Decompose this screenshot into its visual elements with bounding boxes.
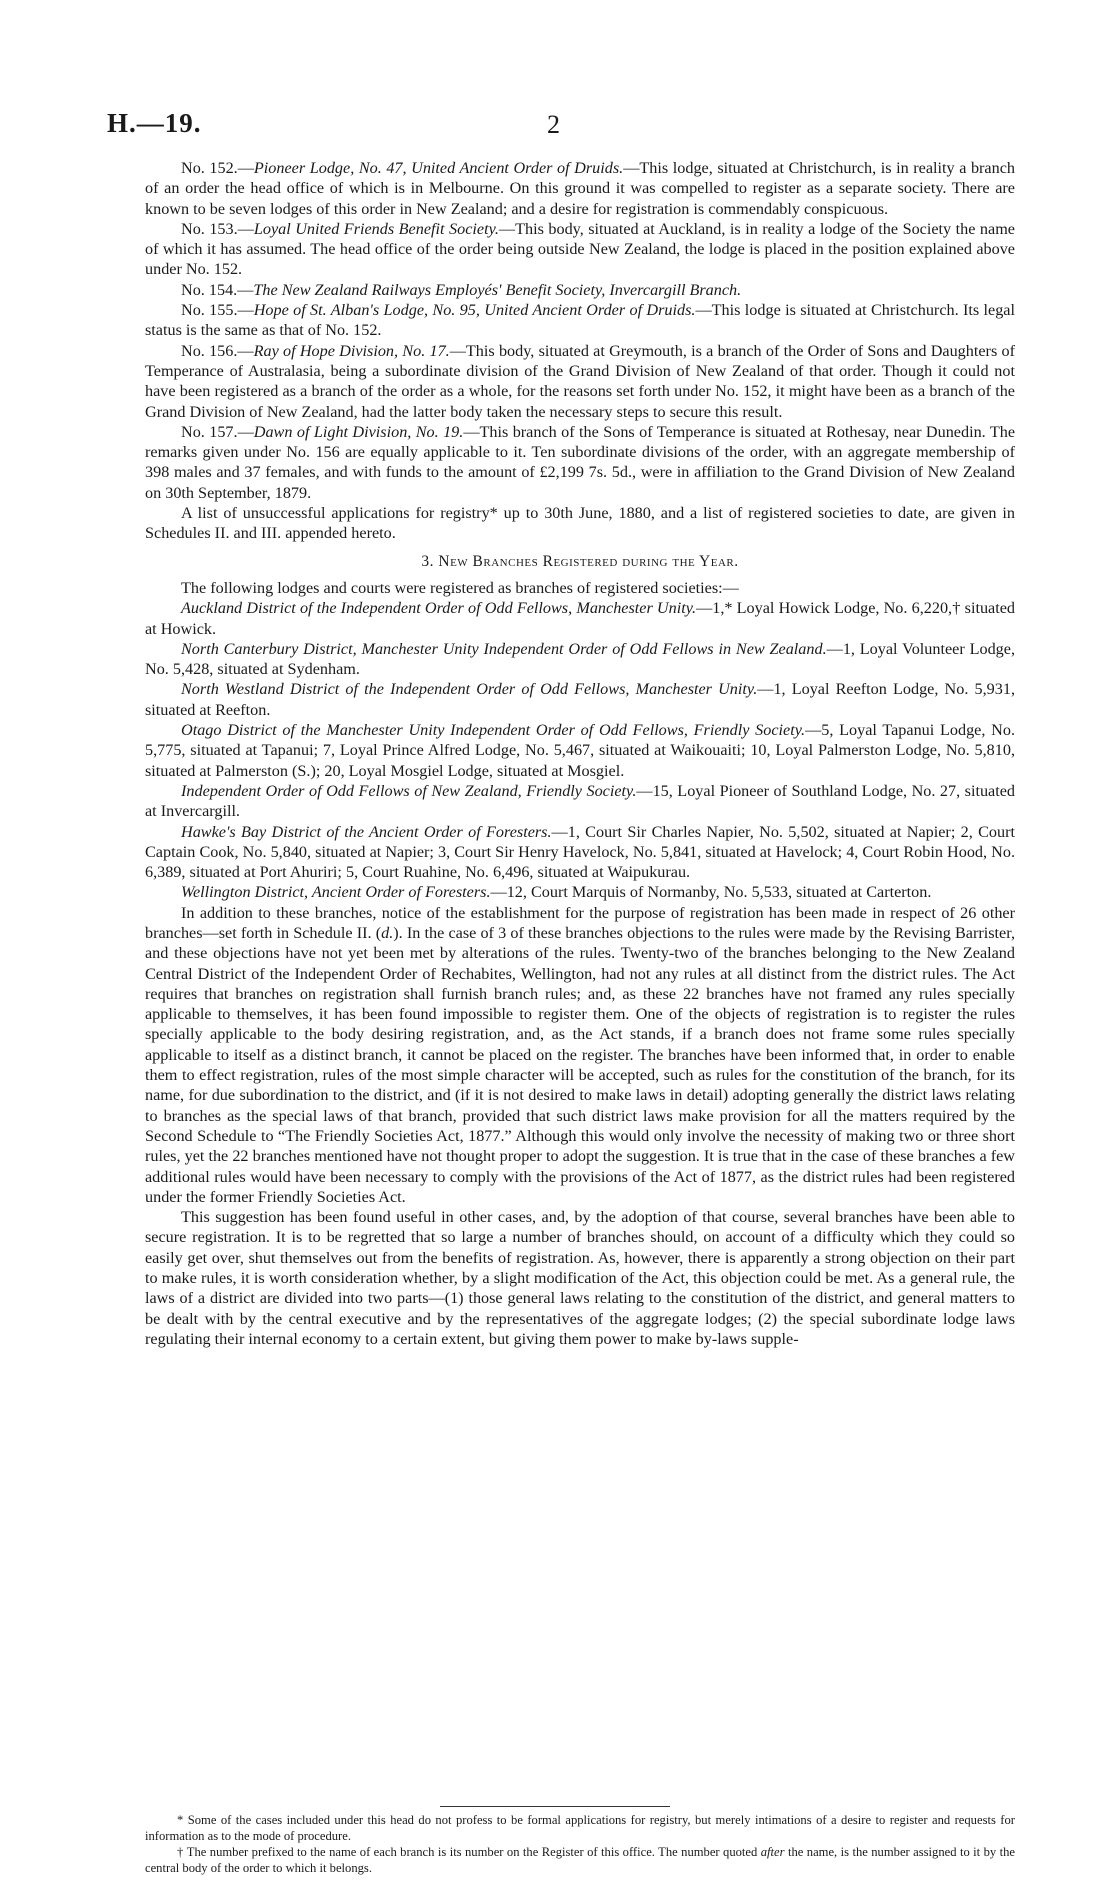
branch-details: —12, Court Marquis of Normanby, No. 5,533, situated at Carterton. — [490, 883, 932, 902]
paragraph-label: No. 152.— — [181, 159, 254, 177]
paragraph-text: —This body, situated at Auckland, is in reality a lodge of the Society the name of which it has assumed. The head office of the order being outside New Zealand, the lodge is placed in the position explained above under No. 152. — [145, 219, 1015, 279]
paragraph — [145, 503, 1015, 544]
document-code: H.—19. — [107, 108, 202, 138]
paragraph-title: Hope of St. Alban's Lodge, No. 95, United Ancient Order of Druids. — [253, 301, 696, 320]
paragraph — [145, 300, 1015, 341]
branch-details: —5, Loyal Tapanui Lodge, No. 5,775, situated at Tapanui; 7, Loyal Prince Alfred Lodge, No. 5,467, situated at Waikouaiti; 10, Loyal Palmerston Lodge, No. 5,810, situated at Palmerston (S.); 20, Loyal Mosgiel Lodge, situated at Mosgiel. — [145, 721, 1015, 780]
paragraph-title: Pioneer Lodge, No. 47, United Ancient Order of Druids. — [253, 159, 624, 177]
paragraph-title: Loyal United Friends Benefit Society. — [253, 219, 499, 238]
branch-district: North Westland District of the Independent Order of Odd Fellows, Manchester Unity. — [181, 680, 758, 699]
branch-details: —15, Loyal Pioneer of Southland Lodge, No. 27, situated at Invercargill. — [145, 781, 1016, 821]
page-number: 2 — [547, 110, 560, 139]
paragraph-text: In addition to these branches, notice of the establishment for the purpose of registration has been made in respect of 26 other branches—set forth in Schedule II. ( — [145, 903, 1015, 942]
branch-entry — [145, 598, 1015, 639]
paragraph-label: No. 155.— — [181, 301, 254, 320]
paragraph-italic: d. — [381, 923, 394, 942]
paragraph-text: ). In the case of 3 of these branches objections to the rules were made by the Revising Barrister, and these objections have not yet been met by alterations of the rules. Twenty-two of the branches belonging to the New Zealand Central District of the Independent Order of Rechabites, Wellington, had not any rules at all distinct from the district rules. The Act requires that branches on registration shall furnish branch rules; and, as these 22 branches have not framed any rules specially applicable to themselves, it has been found impossible to register them. One of the objects of registration is to register the rules specially applicable to the body desiring registration, and, as the Act stands, if a branch does not frame some rules specially applicable to itself as a distinct branch, it cannot be placed on the register. The branches have been informed that, in order to enable them to effect registration, rules of the most simple character will be accepted, such as rules for the constitution of the branch, for its name, for due subordination to the district, and (if it is not desired to make laws in detail) adopting generally the district laws relating to branches as the special laws of that branch, provided that such district laws make provision for all the matters required by the Second Schedule to “The Friendly Societies Act, 1877.” Although this would only involve the necessity of making two or three short rules, yet the 22 branches mentioned have not thought proper to adopt the suggestion. It is true that in the case of these branches a few additional rules would have been necessary to comply with the provisions of the Act of 1877, as the district rules had been registered under the former Friendly Societies Act. — [145, 923, 1016, 1206]
paragraph-label: No. 154.— — [181, 280, 254, 299]
paragraph-title: Ray of Hope Division, No. 17. — [253, 341, 450, 360]
branch-district: North Canterbury District, Manchester Unity Independent Order of Odd Fellows in New Zealand. — [181, 639, 827, 658]
footnote — [145, 1844, 1015, 1876]
paragraph-label: No. 153.— — [181, 219, 254, 238]
paragraph-text: —This body, situated at Greymouth, is a branch of the Order of Sons and Daughters of Temperance of Australasia, being a subordinate division of the Grand Division of New Zealand of that order. Though it could not have been registered as a branch of the order as a whole, for the reasons set forth under No. 152, it might have been as a branch of the Grand Division of New Zealand, had the latter body taken the necessary steps to secure this result. — [145, 341, 1015, 421]
branch-details: —1,* Loyal Howick Lodge, No. 6,220,† situated at Howick. — [145, 599, 1015, 638]
paragraph-title: The New Zealand Railways Employés' Benefit Society, Invercargill Branch. — [253, 280, 742, 299]
branch-entry — [145, 781, 1015, 822]
paragraph-text: —This lodge is situated at Christchurch. Its legal status is the same as that of No. 152. — [145, 301, 1015, 340]
paragraph-text: —This branch of the Sons of Temperance is situated at Rothesay, near Dunedin. The remarks given under No. 156 are equally applicable to it. Ten subordinate divisions of the order, with an aggregate membership of 398 males and 37 females, and with funds to the amount of £2,199 7s. 5d., were in affiliation to the Grand Division of New Zealand on 30th September, 1879. — [145, 422, 1015, 502]
branch-entry — [145, 822, 1015, 883]
branch-district: Auckland District of the Independent Order of Odd Fellows, Manchester Unity. — [181, 599, 697, 618]
branch-entry — [145, 720, 1015, 781]
paragraph — [145, 280, 1015, 300]
paragraph — [145, 341, 1015, 422]
branch-entry — [145, 639, 1015, 680]
footnotes — [145, 1812, 1015, 1876]
footnote — [145, 1812, 1015, 1844]
branch-details: —1, Loyal Volunteer Lodge, No. 5,428, situated at Sydenham. — [145, 639, 1015, 679]
page-header — [107, 108, 1007, 148]
paragraph — [145, 158, 1015, 219]
branch-district: Wellington District, Ancient Order of Foresters. — [181, 883, 491, 902]
footnote-text: the name, is the number assigned to it by the central body of the order to which it belongs. — [145, 1845, 1015, 1875]
footnote-text: * Some of the cases included under this head do not profess to be formal applications for registry, but merely intimations of a desire to register and requests for information as to the mode of procedure. — [145, 1813, 1015, 1843]
paragraph-title: Dawn of Light Division, No. 19. — [253, 422, 464, 441]
paragraph — [145, 219, 1015, 280]
branch-details: —1, Loyal Reefton Lodge, No. 5,931, situated at Reefton. — [145, 680, 1016, 719]
paragraph-label: No. 157.— — [181, 422, 254, 441]
branch-district: Hawke's Bay District of the Ancient Order of Foresters. — [181, 822, 552, 841]
branch-district: Independent Order of Odd Fellows of New Zealand, Friendly Society. — [181, 781, 637, 800]
footnote-italic: after — [760, 1845, 785, 1859]
branches-intro: The following lodges and courts were registered as branches of registered societies:— — [181, 578, 739, 597]
paragraph-text: —This lodge, situated at Christchurch, is in reality a branch of an order the head office of which is in Melbourne. On this ground it was compelled to register as a separate society. There are known to be seven lodges of this order in New Zealand; and a desire for registration is commendably conspicuous. — [145, 159, 1015, 218]
body-text — [145, 158, 1015, 1349]
paragraph-text: A list of unsuccessful applications for registry* up to 30th June, 1880, and a list of registered societies to date, are given in Schedules II. and III. appended hereto. — [145, 504, 1015, 543]
paragraph — [145, 1207, 1015, 1349]
branch-entry — [145, 679, 1015, 720]
branch-district: Otago District of the Manchester Unity Independent Order of Odd Fellows, Friendly Society. — [181, 721, 806, 740]
branch-entry — [145, 882, 1015, 902]
branch-details: —1, Court Sir Charles Napier, No. 5,502, situated at Napier; 2, Court Captain Cook, No. 5,840, situated at Napier; 3, Court Sir Henry Havelock, No. 5,841, situated at Havelock; 4, Court Robin Hood, No. 6,389, situated at Port Ahuriri; 5, Court Ruahine, No. 6,496, situated at Waipukurau. — [145, 822, 1015, 882]
section-heading: 3. New Branches Registered during the Year. — [421, 552, 739, 570]
paragraph — [145, 422, 1015, 503]
paragraph-text: This suggestion has been found useful in other cases, and, by the adoption of that course, several branches have been able to secure registration. It is to be regretted that so large a number of branches should, on account of a difficulty which they could so easily get over, shut themselves out from the benefits of registration. As, however, there is apparently a strong objection on their part to make rules, it is worth consideration whether, by a slight modification of the Act, this objection could be met. As a general rule, the laws of a district are divided into two parts—(1) those general laws relating to the constitution of the district, and general matters to be dealt with by the central executive and by the representatives of the aggregate lodges; (2) the special subordinate lodge laws regulating their internal economy to a certain extent, but giving them power to make by-laws supple- — [145, 1208, 1015, 1348]
paragraph-label: No. 156.— — [181, 341, 254, 360]
paragraph — [145, 903, 1015, 1207]
footnote-text: † The number prefixed to the name of each branch is its number on the Register of this office. The number quoted — [177, 1845, 761, 1859]
footnote-divider — [440, 1806, 670, 1807]
